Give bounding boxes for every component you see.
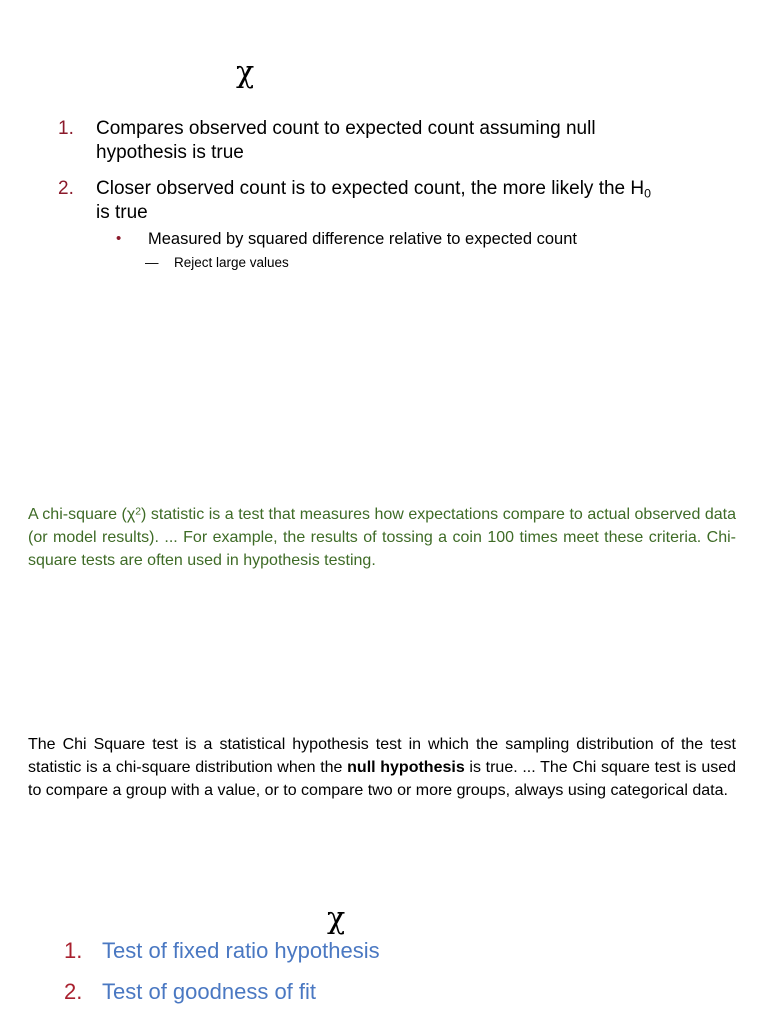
list-number: 2. xyxy=(58,178,74,199)
list-number: 1. xyxy=(64,938,83,963)
list-item-text: Test of goodness of fit xyxy=(102,979,317,1004)
list-item-text: Test of fixed ratio hypothesis xyxy=(102,938,380,963)
list-item-1 xyxy=(64,937,664,967)
list-item-text xyxy=(96,177,716,225)
list-number: 2. xyxy=(64,979,83,1004)
dash-text: Reject large values xyxy=(174,255,289,270)
para-text-b: is true. ... The Chi square test is used to compare a group with a value, or to compare two or more groups, always using categorical data. xyxy=(28,759,737,799)
list-item-text-main: Closer observed count is to expected count, the more likely the H xyxy=(96,178,645,199)
chi-symbol-heading-2: χ xyxy=(327,901,346,936)
list-item-text-tail: is true xyxy=(96,202,148,223)
bold-term: null hypothesis xyxy=(347,759,465,776)
dash-icon: — xyxy=(145,255,159,270)
list-item-text: Compares observed count to expected count assuming null hypothesis is true xyxy=(96,118,596,163)
chi-square-definition-paragraph xyxy=(28,503,736,572)
chi-symbol-heading: χ xyxy=(236,55,255,90)
bullet-icon: • xyxy=(116,230,122,247)
para-text-a: The Chi Square test is a statistical hypothesis test in which the sampling distribution of the test statistic is a chi-square distribution when the xyxy=(28,736,736,776)
para-text-b: ) statistic is a test that measures how expectations compare to actual observed data (or model results). ... For example, the results of tossing a coin 100 times meet these criteria. Chi-square tests are often used in hypothesis testing. xyxy=(28,506,737,569)
bullet-text: Measured by squared difference relative to expected count xyxy=(148,230,577,248)
list-item-2 xyxy=(64,978,664,1008)
superscript-two: 2 xyxy=(135,506,142,518)
list-number: 1. xyxy=(58,118,74,139)
para-text-a: A chi-square (χ xyxy=(28,506,136,523)
subscript-zero: 0 xyxy=(644,186,651,201)
chi-square-test-paragraph xyxy=(28,733,736,802)
